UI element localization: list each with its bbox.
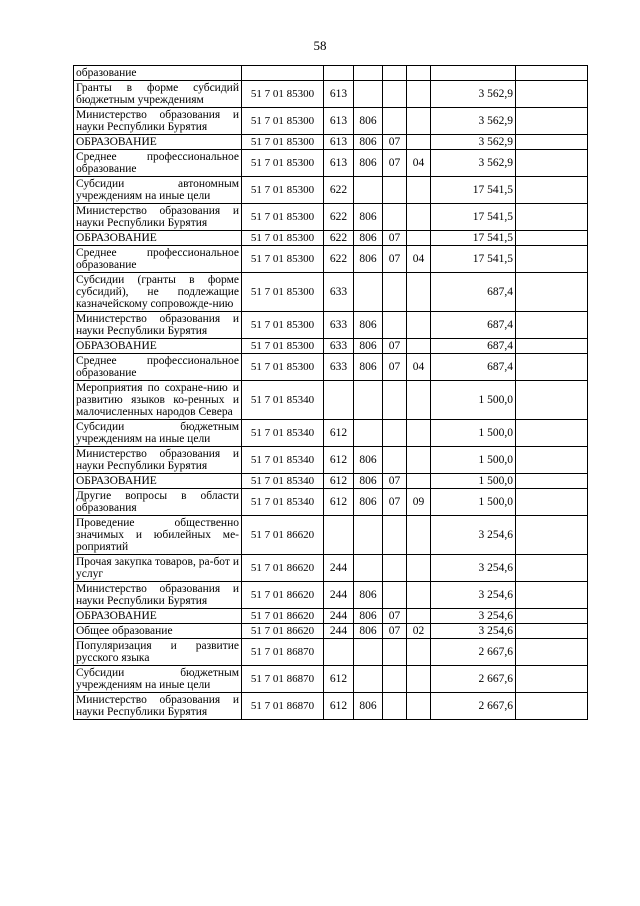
- row-grbs-cell: 806: [354, 246, 383, 273]
- row-code-cell: 51 7 01 85300: [242, 231, 324, 246]
- row-name-cell: Министерство образования и науки Республики Бурятия: [74, 312, 242, 339]
- row-empty-cell: [516, 231, 588, 246]
- row-vr-cell: 622: [324, 231, 354, 246]
- row-grbs-cell: [354, 420, 383, 447]
- row-code-cell: 51 7 01 86620: [242, 582, 324, 609]
- row-grbs-cell: [354, 177, 383, 204]
- row-grbs-cell: 806: [354, 150, 383, 177]
- row-empty-cell: [516, 66, 588, 81]
- row-vr-cell: 613: [324, 108, 354, 135]
- row-sum-cell: [431, 66, 516, 81]
- row-rz-cell: [383, 582, 407, 609]
- row-code-cell: 51 7 01 85300: [242, 246, 324, 273]
- table-row: [74, 447, 588, 474]
- row-empty-cell: [516, 135, 588, 150]
- row-code-cell: 51 7 01 85300: [242, 108, 324, 135]
- row-vr-cell: [324, 66, 354, 81]
- row-vr-cell: 612: [324, 693, 354, 720]
- row-name-cell: Министерство образования и науки Республики Бурятия: [74, 447, 242, 474]
- table-row: [74, 204, 588, 231]
- row-name-cell: ОБРАЗОВАНИЕ: [74, 474, 242, 489]
- row-name-cell: Среднее профессиональное образование: [74, 246, 242, 273]
- row-code-cell: 51 7 01 85300: [242, 177, 324, 204]
- row-pr-cell: [407, 420, 431, 447]
- row-sum-cell: 1 500,0: [431, 420, 516, 447]
- row-pr-cell: [407, 555, 431, 582]
- row-name-cell: Мероприятия по сохране-нию и развитию языков ко-ренных и малочисленных народов Севера: [74, 381, 242, 420]
- row-sum-cell: 3 254,6: [431, 582, 516, 609]
- row-code-cell: 51 7 01 86620: [242, 516, 324, 555]
- row-empty-cell: [516, 150, 588, 177]
- row-code-cell: 51 7 01 86870: [242, 693, 324, 720]
- row-code-cell: 51 7 01 85300: [242, 81, 324, 108]
- row-pr-cell: 04: [407, 246, 431, 273]
- row-code-cell: 51 7 01 86620: [242, 609, 324, 624]
- row-code-cell: 51 7 01 85340: [242, 381, 324, 420]
- row-vr-cell: 612: [324, 474, 354, 489]
- row-vr-cell: 633: [324, 312, 354, 339]
- row-empty-cell: [516, 204, 588, 231]
- table-row: [74, 312, 588, 339]
- row-grbs-cell: 806: [354, 582, 383, 609]
- row-pr-cell: [407, 609, 431, 624]
- row-sum-cell: 687,4: [431, 339, 516, 354]
- row-rz-cell: 07: [383, 135, 407, 150]
- row-sum-cell: 1 500,0: [431, 489, 516, 516]
- row-code-cell: 51 7 01 85340: [242, 489, 324, 516]
- row-pr-cell: [407, 108, 431, 135]
- row-sum-cell: 687,4: [431, 312, 516, 339]
- row-vr-cell: 612: [324, 447, 354, 474]
- row-empty-cell: [516, 555, 588, 582]
- row-empty-cell: [516, 474, 588, 489]
- row-pr-cell: [407, 639, 431, 666]
- row-name-cell: Министерство образования и науки Республики Бурятия: [74, 582, 242, 609]
- row-vr-cell: 622: [324, 246, 354, 273]
- row-pr-cell: [407, 447, 431, 474]
- row-pr-cell: [407, 339, 431, 354]
- row-grbs-cell: [354, 666, 383, 693]
- page-number: 58: [313, 38, 327, 53]
- row-vr-cell: [324, 381, 354, 420]
- row-grbs-cell: 806: [354, 693, 383, 720]
- table-row: [74, 555, 588, 582]
- row-grbs-cell: 806: [354, 135, 383, 150]
- row-code-cell: 51 7 01 85340: [242, 447, 324, 474]
- table-row: [74, 609, 588, 624]
- row-name-cell: Субсидии автономным учреждениям на иные цели: [74, 177, 242, 204]
- row-vr-cell: 622: [324, 177, 354, 204]
- row-grbs-cell: 806: [354, 624, 383, 639]
- row-code-cell: 51 7 01 85300: [242, 339, 324, 354]
- row-vr-cell: 612: [324, 666, 354, 693]
- row-rz-cell: 07: [383, 474, 407, 489]
- row-grbs-cell: 806: [354, 447, 383, 474]
- row-code-cell: 51 7 01 85300: [242, 135, 324, 150]
- row-name-cell: образование: [74, 66, 242, 81]
- row-pr-cell: [407, 381, 431, 420]
- row-grbs-cell: 806: [354, 474, 383, 489]
- row-pr-cell: [407, 66, 431, 81]
- row-pr-cell: 04: [407, 150, 431, 177]
- row-rz-cell: [383, 204, 407, 231]
- row-grbs-cell: [354, 66, 383, 81]
- row-name-cell: Гранты в форме субсидий бюджетным учреждениям: [74, 81, 242, 108]
- row-sum-cell: 1 500,0: [431, 447, 516, 474]
- table-row: [74, 582, 588, 609]
- row-rz-cell: 07: [383, 609, 407, 624]
- row-sum-cell: 3 254,6: [431, 555, 516, 582]
- row-vr-cell: 244: [324, 609, 354, 624]
- row-name-cell: ОБРАЗОВАНИЕ: [74, 339, 242, 354]
- row-vr-cell: 613: [324, 81, 354, 108]
- row-name-cell: Министерство образования и науки Республики Бурятия: [74, 204, 242, 231]
- row-sum-cell: 3 562,9: [431, 108, 516, 135]
- row-pr-cell: [407, 312, 431, 339]
- row-empty-cell: [516, 639, 588, 666]
- row-name-cell: Среднее профессиональное образование: [74, 150, 242, 177]
- row-code-cell: 51 7 01 86870: [242, 666, 324, 693]
- row-grbs-cell: 806: [354, 339, 383, 354]
- row-vr-cell: 244: [324, 624, 354, 639]
- table-row: [74, 624, 588, 639]
- row-sum-cell: 17 541,5: [431, 231, 516, 246]
- row-grbs-cell: 806: [354, 489, 383, 516]
- row-grbs-cell: 806: [354, 312, 383, 339]
- row-grbs-cell: 806: [354, 204, 383, 231]
- row-name-cell: Субсидии (гранты в форме субсидий), не подлежащие казначейскому сопровожде-нию: [74, 273, 242, 312]
- row-rz-cell: 07: [383, 231, 407, 246]
- row-vr-cell: 633: [324, 339, 354, 354]
- row-name-cell: Общее образование: [74, 624, 242, 639]
- row-code-cell: 51 7 01 85340: [242, 474, 324, 489]
- row-grbs-cell: 806: [354, 231, 383, 246]
- row-rz-cell: [383, 447, 407, 474]
- row-sum-cell: 2 667,6: [431, 639, 516, 666]
- row-code-cell: [242, 66, 324, 81]
- row-code-cell: 51 7 01 85300: [242, 150, 324, 177]
- table-row: [74, 693, 588, 720]
- row-rz-cell: [383, 177, 407, 204]
- row-empty-cell: [516, 273, 588, 312]
- row-vr-cell: 633: [324, 273, 354, 312]
- row-empty-cell: [516, 339, 588, 354]
- row-rz-cell: 07: [383, 624, 407, 639]
- row-rz-cell: [383, 381, 407, 420]
- row-vr-cell: 612: [324, 489, 354, 516]
- row-vr-cell: 612: [324, 420, 354, 447]
- row-grbs-cell: [354, 81, 383, 108]
- row-sum-cell: 17 541,5: [431, 246, 516, 273]
- table-row: [74, 108, 588, 135]
- row-code-cell: 51 7 01 85300: [242, 204, 324, 231]
- row-empty-cell: [516, 177, 588, 204]
- row-sum-cell: 3 254,6: [431, 624, 516, 639]
- row-empty-cell: [516, 312, 588, 339]
- row-rz-cell: [383, 108, 407, 135]
- table-row: [74, 150, 588, 177]
- row-pr-cell: [407, 693, 431, 720]
- row-name-cell: ОБРАЗОВАНИЕ: [74, 609, 242, 624]
- table-row: [74, 474, 588, 489]
- row-empty-cell: [516, 624, 588, 639]
- row-grbs-cell: [354, 273, 383, 312]
- row-sum-cell: 687,4: [431, 273, 516, 312]
- row-rz-cell: [383, 420, 407, 447]
- row-rz-cell: 07: [383, 489, 407, 516]
- row-rz-cell: [383, 66, 407, 81]
- row-name-cell: Министерство образования и науки Республики Бурятия: [74, 108, 242, 135]
- row-pr-cell: 09: [407, 489, 431, 516]
- row-pr-cell: [407, 666, 431, 693]
- row-rz-cell: [383, 666, 407, 693]
- row-empty-cell: [516, 447, 588, 474]
- row-pr-cell: [407, 582, 431, 609]
- row-empty-cell: [516, 381, 588, 420]
- row-rz-cell: [383, 693, 407, 720]
- row-vr-cell: [324, 516, 354, 555]
- row-sum-cell: 17 541,5: [431, 177, 516, 204]
- row-code-cell: 51 7 01 85300: [242, 312, 324, 339]
- table-row: [74, 177, 588, 204]
- row-rz-cell: [383, 312, 407, 339]
- row-sum-cell: 3 562,9: [431, 81, 516, 108]
- row-name-cell: Среднее профессиональное образование: [74, 354, 242, 381]
- table-row: [74, 81, 588, 108]
- row-sum-cell: 17 541,5: [431, 204, 516, 231]
- row-name-cell: Прочая закупка товаров, ра-бот и услуг: [74, 555, 242, 582]
- row-name-cell: Субсидии бюджетным учреждениям на иные цели: [74, 420, 242, 447]
- row-pr-cell: [407, 474, 431, 489]
- table-row: [74, 420, 588, 447]
- row-sum-cell: 2 667,6: [431, 693, 516, 720]
- row-name-cell: ОБРАЗОВАНИЕ: [74, 231, 242, 246]
- row-pr-cell: [407, 177, 431, 204]
- row-sum-cell: 687,4: [431, 354, 516, 381]
- row-name-cell: Проведение общественно значимых и юбилейных ме-роприятий: [74, 516, 242, 555]
- row-rz-cell: [383, 81, 407, 108]
- row-vr-cell: 613: [324, 135, 354, 150]
- row-name-cell: Другие вопросы в области образования: [74, 489, 242, 516]
- table-row: [74, 516, 588, 555]
- row-empty-cell: [516, 354, 588, 381]
- row-rz-cell: [383, 639, 407, 666]
- row-grbs-cell: [354, 516, 383, 555]
- row-code-cell: 51 7 01 86620: [242, 624, 324, 639]
- table-row: [74, 246, 588, 273]
- row-grbs-cell: 806: [354, 108, 383, 135]
- row-sum-cell: 3 254,6: [431, 609, 516, 624]
- row-name-cell: Министерство образования и науки Республики Бурятия: [74, 693, 242, 720]
- row-name-cell: ОБРАЗОВАНИЕ: [74, 135, 242, 150]
- table-row: [74, 381, 588, 420]
- row-code-cell: 51 7 01 85340: [242, 420, 324, 447]
- row-rz-cell: 07: [383, 339, 407, 354]
- row-vr-cell: 244: [324, 582, 354, 609]
- row-empty-cell: [516, 693, 588, 720]
- row-pr-cell: [407, 81, 431, 108]
- row-pr-cell: 04: [407, 354, 431, 381]
- row-grbs-cell: 806: [354, 354, 383, 381]
- row-code-cell: 51 7 01 85300: [242, 354, 324, 381]
- table-row: [74, 354, 588, 381]
- row-empty-cell: [516, 489, 588, 516]
- budget-table: [73, 65, 588, 720]
- table-row: [74, 273, 588, 312]
- row-empty-cell: [516, 81, 588, 108]
- table-row: [74, 135, 588, 150]
- row-code-cell: 51 7 01 85300: [242, 273, 324, 312]
- row-vr-cell: 613: [324, 150, 354, 177]
- row-empty-cell: [516, 108, 588, 135]
- row-sum-cell: 3 562,9: [431, 150, 516, 177]
- row-empty-cell: [516, 582, 588, 609]
- row-empty-cell: [516, 666, 588, 693]
- row-rz-cell: [383, 555, 407, 582]
- row-sum-cell: 1 500,0: [431, 381, 516, 420]
- row-vr-cell: 633: [324, 354, 354, 381]
- table-row: [74, 66, 588, 81]
- row-empty-cell: [516, 516, 588, 555]
- table-row: [74, 489, 588, 516]
- row-sum-cell: 3 562,9: [431, 135, 516, 150]
- row-rz-cell: 07: [383, 354, 407, 381]
- row-vr-cell: 244: [324, 555, 354, 582]
- table-body: [74, 66, 588, 720]
- row-rz-cell: 07: [383, 246, 407, 273]
- row-rz-cell: [383, 273, 407, 312]
- table-row: [74, 639, 588, 666]
- row-name-cell: Популяризация и развитие русского языка: [74, 639, 242, 666]
- row-empty-cell: [516, 609, 588, 624]
- row-pr-cell: [407, 273, 431, 312]
- table-row: [74, 339, 588, 354]
- row-pr-cell: 02: [407, 624, 431, 639]
- row-empty-cell: [516, 420, 588, 447]
- row-grbs-cell: [354, 381, 383, 420]
- row-pr-cell: [407, 135, 431, 150]
- row-rz-cell: [383, 516, 407, 555]
- table-row: [74, 231, 588, 246]
- row-pr-cell: [407, 516, 431, 555]
- row-pr-cell: [407, 204, 431, 231]
- row-vr-cell: 622: [324, 204, 354, 231]
- row-sum-cell: 1 500,0: [431, 474, 516, 489]
- row-name-cell: Субсидии бюджетным учреждениям на иные цели: [74, 666, 242, 693]
- table-row: [74, 666, 588, 693]
- row-pr-cell: [407, 231, 431, 246]
- row-grbs-cell: 806: [354, 609, 383, 624]
- row-code-cell: 51 7 01 86870: [242, 639, 324, 666]
- row-empty-cell: [516, 246, 588, 273]
- row-code-cell: 51 7 01 86620: [242, 555, 324, 582]
- row-sum-cell: 3 254,6: [431, 516, 516, 555]
- row-vr-cell: [324, 639, 354, 666]
- row-rz-cell: 07: [383, 150, 407, 177]
- row-sum-cell: 2 667,6: [431, 666, 516, 693]
- row-grbs-cell: [354, 555, 383, 582]
- row-grbs-cell: [354, 639, 383, 666]
